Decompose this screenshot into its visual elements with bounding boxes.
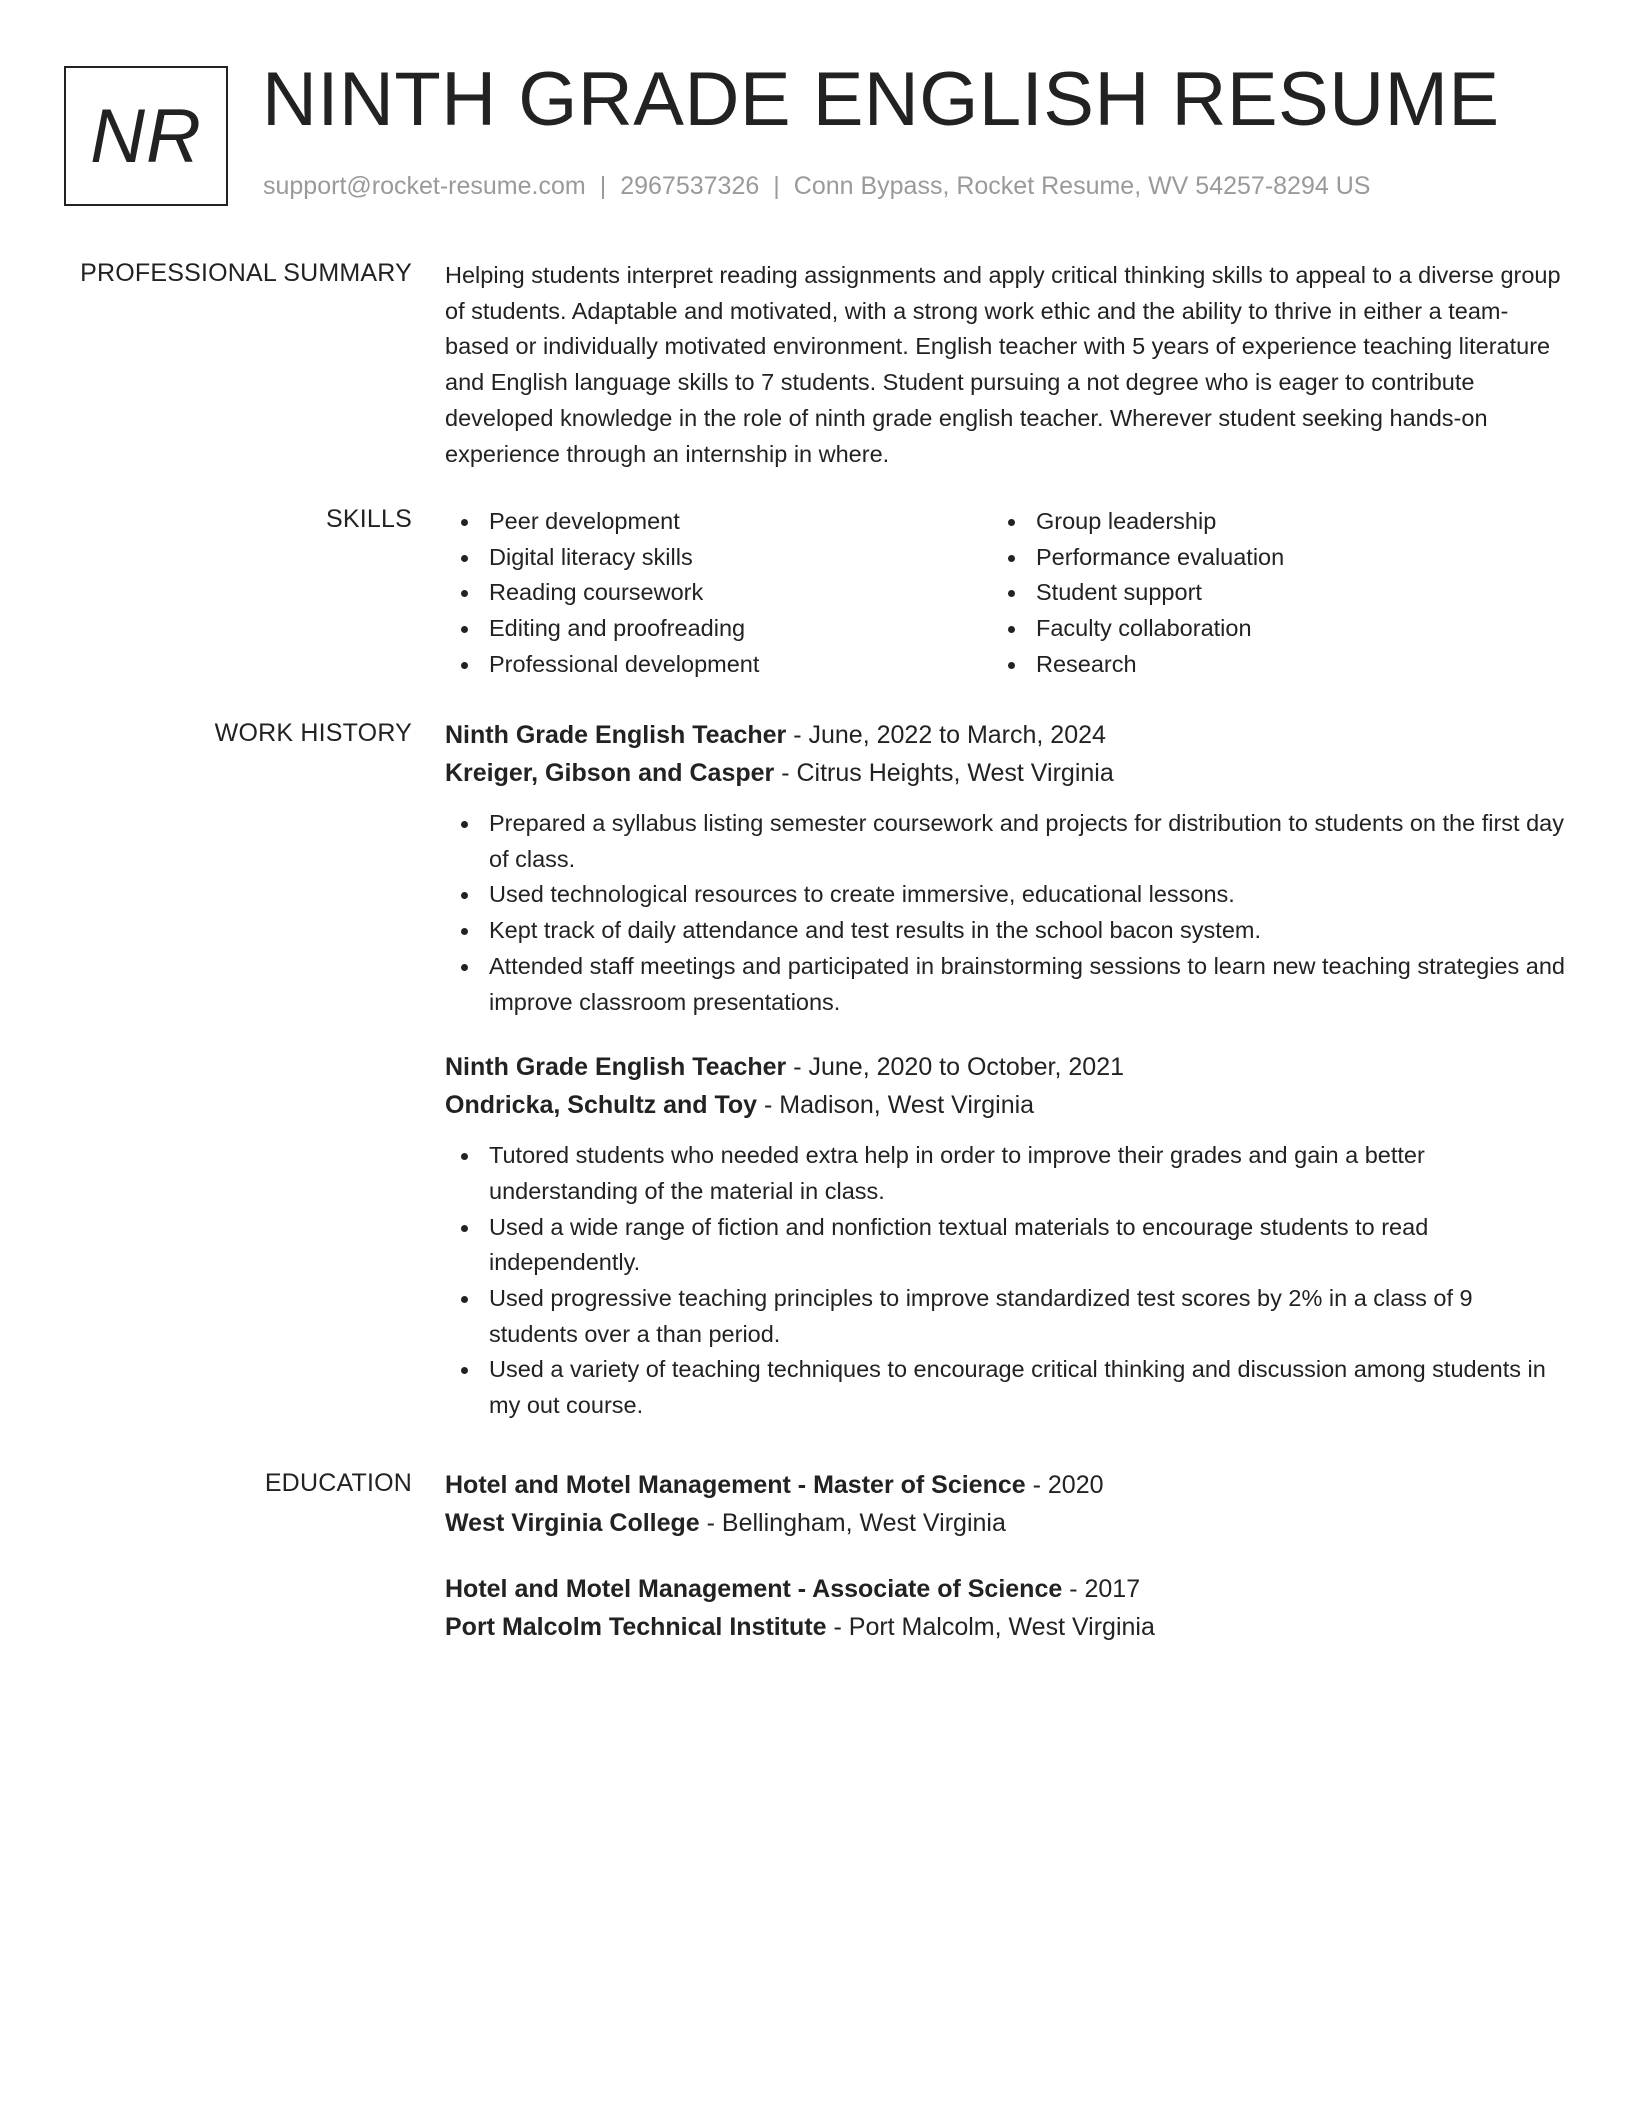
education-entry [445, 1466, 1565, 1542]
job-location: - Madison, West Virginia [757, 1091, 1035, 1120]
job-entry [445, 716, 1565, 1020]
job-bullet: Used a wide range of fiction and nonfiction textual materials to encourage students to read independently. [445, 1210, 1565, 1281]
skill-item: Peer development [445, 504, 992, 540]
monogram-box [64, 66, 228, 206]
job-bullet: Used technological resources to create immersive, educational lessons. [445, 877, 1565, 913]
job-bullet: Prepared a syllabus listing semester coursework and projects for distribution to students on the first day of class. [445, 806, 1565, 877]
job-dates: - June, 2022 to March, 2024 [786, 721, 1106, 749]
section-label-education: EDUCATION [264, 1469, 412, 1497]
job-bullet: Kept track of daily attendance and test results in the school bacon system. [445, 913, 1565, 949]
skill-item: Performance evaluation [992, 540, 1539, 576]
education-degree: Hotel and Motel Management - Master of Science [445, 1471, 1026, 1499]
education-location: - Bellingham, West Virginia [699, 1509, 1006, 1537]
job-title: Ninth Grade English Teacher [445, 721, 787, 749]
education-school-line [445, 1504, 1565, 1542]
skill-item: Reading coursework [445, 575, 992, 611]
contact-phone: 2967537326 [620, 172, 760, 200]
education-entry [445, 1570, 1565, 1646]
section-label-summary: PROFESSIONAL SUMMARY [80, 259, 412, 287]
monogram-initials: NR [90, 93, 202, 179]
job-title-line [445, 1048, 1565, 1086]
job-company-line [445, 1086, 1565, 1124]
job-bullet: Used a variety of teaching techniques to encourage critical thinking and discussion among students in my out course. [445, 1352, 1565, 1423]
job-bullet: Attended staff meetings and participated in brainstorming sessions to learn new teaching strategies and improve classroom presentations. [445, 949, 1565, 1020]
skills-body [445, 504, 1565, 683]
education-degree: Hotel and Motel Management - Associate of Science [445, 1575, 1063, 1603]
education-degree-line [445, 1570, 1565, 1608]
skill-item: Student support [992, 575, 1539, 611]
job-bullets [445, 1138, 1565, 1424]
education-year: - 2020 [1025, 1471, 1104, 1499]
education-school-line [445, 1608, 1565, 1646]
contact-separator: | [599, 172, 607, 200]
skill-item: Professional development [445, 647, 992, 683]
skill-item: Research [992, 647, 1539, 683]
skill-item: Editing and proofreading [445, 611, 992, 647]
job-company: Ondricka, Schultz and Toy [445, 1091, 758, 1120]
job-company-line [445, 754, 1565, 792]
education-body [445, 1466, 1565, 1674]
section-label-work: WORK HISTORY [214, 719, 412, 747]
summary-text: Helping students interpret reading assignments and apply critical thinking skills to appeal to a diverse group of students. Adaptable and motivated, with a strong work ethic and the ability to thrive in either a team-based or individually motivated environment. English teacher with 5 years of experience teaching literature and English language skills to 7 students. Student pursuing a not degree who is eager to contribute developed knowledge in the role of ninth grade english teacher. Wherever student seeking hands-on experience through an internship in where. [445, 262, 1561, 467]
job-dates: - June, 2020 to October, 2021 [786, 1053, 1125, 1082]
summary-body [445, 258, 1565, 472]
skills-column-left [445, 504, 992, 683]
skill-item: Faculty collaboration [992, 611, 1539, 647]
skills-column-right [992, 504, 1539, 683]
education-school: Port Malcolm Technical Institute [445, 1613, 827, 1641]
skill-item: Digital literacy skills [445, 540, 992, 576]
job-title: Ninth Grade English Teacher [445, 1053, 787, 1082]
contact-email: support@rocket-resume.com [263, 172, 586, 200]
contact-address: Conn Bypass, Rocket Resume, WV 54257-8294 US [793, 172, 1371, 200]
job-title-line [445, 716, 1565, 754]
contact-separator: | [773, 172, 780, 200]
education-location: - Port Malcolm, West Virginia [826, 1613, 1155, 1641]
resume-title: NINTH GRADE ENGLISH RESUME [262, 57, 1500, 142]
education-school: West Virginia College [445, 1509, 700, 1537]
section-label-skills: SKILLS [326, 505, 412, 533]
job-bullet: Tutored students who needed extra help in order to improve their grades and gain a better understanding of the material in class. [445, 1138, 1565, 1209]
job-location: - Citrus Heights, West Virginia [774, 759, 1114, 787]
job-bullets [445, 806, 1565, 1020]
skills-grid [445, 504, 1565, 683]
education-year: - 2017 [1062, 1575, 1141, 1603]
contact-line [263, 172, 1370, 201]
skill-item: Group leadership [992, 504, 1539, 540]
work-history-body [445, 716, 1565, 1446]
job-company: Kreiger, Gibson and Casper [445, 759, 775, 787]
job-entry [445, 1048, 1565, 1424]
education-degree-line [445, 1466, 1565, 1504]
job-bullet: Used progressive teaching principles to improve standardized test scores by 2% in a class of 9 students over a than period. [445, 1281, 1565, 1352]
